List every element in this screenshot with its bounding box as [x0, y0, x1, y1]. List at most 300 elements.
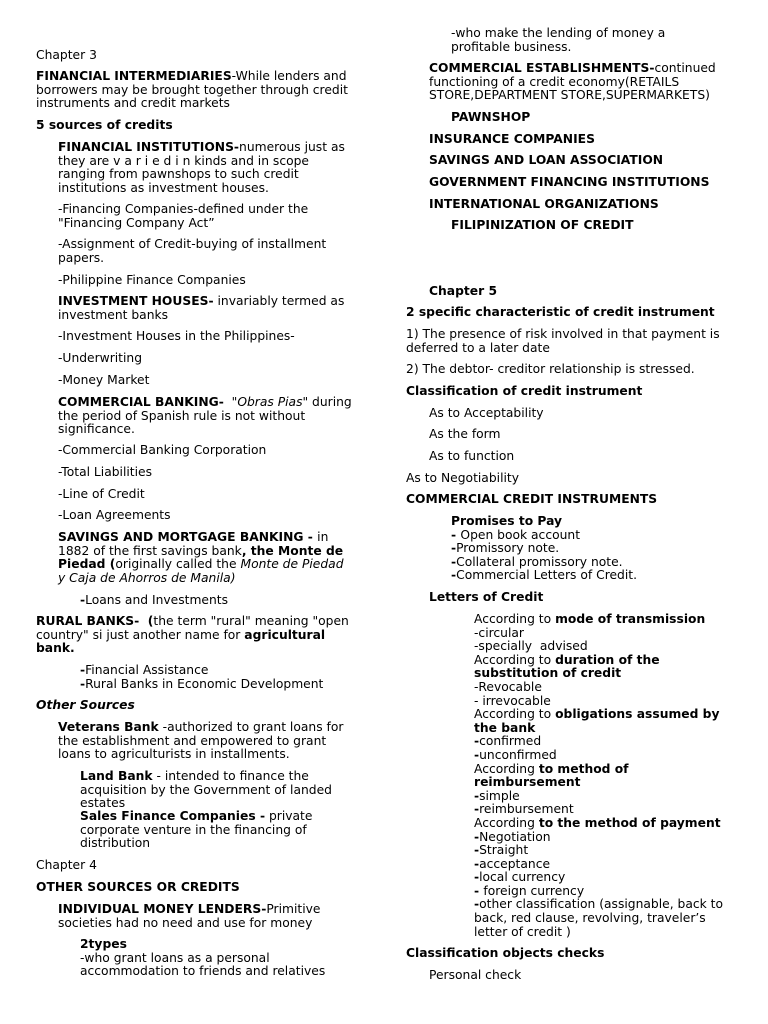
text-segment: 2 specific characteristic of credit instrument	[406, 305, 715, 319]
text-segment: reimbursement	[479, 802, 574, 817]
text-segment: Commercial Letters of Credit.	[456, 568, 637, 583]
text-line	[429, 62, 716, 76]
text-segment: Primitive	[266, 902, 321, 916]
text-segment: Piedad (	[58, 557, 116, 572]
text-line	[429, 591, 543, 605]
investment-houses-philippines-item	[58, 330, 295, 344]
text-segment: "Financing Company Act”	[58, 215, 215, 230]
text-line	[58, 396, 352, 410]
text-segment: the period of Spanish rule is not without	[58, 408, 306, 423]
filipinization-heading	[451, 219, 634, 233]
financial-institutions-paragraph	[58, 141, 345, 195]
pawnshop-heading	[451, 111, 530, 125]
text-segment: the term "rural" meaning "open	[153, 614, 349, 628]
text-segment: -	[474, 802, 480, 817]
text-segment: originally called the	[115, 557, 241, 572]
text-segment: -	[474, 883, 484, 898]
text-segment: Classification objects checks	[406, 946, 605, 960]
lending-business-continuation	[451, 27, 665, 54]
philippine-finance-companies-item	[58, 274, 246, 288]
text-segment: substitution of credit	[474, 666, 622, 681]
text-line	[36, 49, 97, 63]
text-line	[58, 352, 142, 366]
function-item	[429, 450, 514, 464]
commercial-credit-instruments-heading	[406, 493, 657, 507]
text-segment: -	[474, 747, 480, 762]
text-segment: y Caja de Ahorros de Manila)	[58, 570, 236, 585]
text-segment: societies had no need and use for money	[58, 915, 313, 930]
text-line	[429, 198, 659, 212]
text-segment: PAWNSHOP	[451, 110, 531, 124]
text-line	[474, 735, 723, 749]
commercial-banking-corporation-item	[58, 444, 266, 458]
text-segment: distribution	[80, 836, 151, 851]
text-line	[474, 722, 723, 736]
text-segment: INSURANCE COMPANIES	[429, 132, 595, 146]
investment-houses-paragraph	[58, 295, 344, 322]
text-segment: local currency	[479, 870, 566, 885]
text-segment: - intended to finance the	[152, 769, 309, 783]
text-line	[58, 423, 352, 437]
text-line	[474, 926, 723, 940]
text-line	[58, 252, 326, 266]
text-segment: According to	[474, 612, 556, 626]
text-segment: simple	[479, 788, 520, 803]
negotiability-item	[406, 472, 519, 486]
promises-to-pay-list	[451, 515, 637, 583]
text-line	[58, 545, 344, 559]
text-segment: acceptance	[479, 856, 551, 871]
text-segment: As to Negotiability	[406, 471, 520, 485]
text-line	[474, 871, 723, 885]
text-segment: -	[451, 554, 457, 569]
text-segment: -who grant loans as a personal	[80, 950, 270, 965]
text-segment: -	[474, 734, 480, 749]
text-line	[58, 217, 308, 231]
classification-heading	[406, 385, 642, 399]
text-line	[474, 885, 723, 899]
text-segment: Personal check	[429, 968, 522, 982]
text-segment: -	[474, 897, 480, 912]
text-line	[474, 695, 723, 709]
text-line	[58, 410, 352, 424]
text-segment: corporate venture in the financing of	[80, 822, 307, 837]
text-segment: country" si just another name for	[36, 627, 245, 642]
text-segment: STORE,DEPARTMENT STORE,SUPERMARKETS)	[429, 88, 710, 103]
text-line	[474, 613, 723, 627]
text-segment: continued	[654, 61, 716, 75]
text-line	[474, 681, 723, 695]
text-segment: to the method of payment	[538, 815, 721, 830]
text-line	[474, 898, 723, 912]
text-line	[80, 938, 325, 952]
text-segment: SAVINGS AND MORTGAGE BANKING -	[58, 530, 318, 544]
text-line	[474, 627, 723, 641]
text-segment: Veterans Bank	[58, 720, 159, 734]
text-segment: significance.	[58, 422, 135, 437]
text-line	[474, 844, 723, 858]
text-segment: "	[223, 395, 238, 409]
specific-characteristic-heading	[406, 306, 715, 320]
text-line	[451, 515, 637, 529]
text-segment: numerous just as	[239, 140, 345, 154]
two-types-list	[80, 938, 325, 979]
text-line	[58, 155, 345, 169]
text-line	[58, 295, 344, 309]
text-segment: obligations assumed by	[555, 707, 720, 722]
text-line	[451, 219, 634, 233]
text-segment: FILIPINIZATION OF CREDIT	[451, 218, 634, 232]
text-line	[429, 89, 716, 103]
text-line	[58, 309, 344, 323]
text-segment: agricultural	[244, 627, 326, 642]
text-line	[474, 708, 723, 722]
form-item	[429, 428, 501, 442]
text-line	[80, 770, 332, 784]
other-sources-of-credits-heading	[36, 881, 240, 895]
text-line	[451, 569, 637, 583]
text-line	[58, 141, 345, 155]
rural-banks-paragraph	[36, 615, 349, 656]
loan-agreements-item	[58, 509, 171, 523]
text-segment: duration of the	[555, 652, 660, 667]
text-line	[429, 133, 595, 147]
text-line	[406, 328, 720, 342]
text-line	[58, 182, 345, 196]
text-line	[406, 472, 519, 486]
text-segment: Promises to Pay	[451, 514, 563, 528]
text-line	[80, 965, 325, 979]
sales-finance-companies-paragraph	[80, 810, 312, 851]
text-segment: unconfirmed	[479, 747, 557, 762]
text-line	[58, 374, 149, 388]
text-line	[406, 363, 695, 377]
commercial-banking-paragraph	[58, 396, 352, 437]
other-sources-heading	[36, 699, 135, 713]
text-segment: borrowers may be brought together through credit	[36, 82, 348, 97]
financial-intermediaries-paragraph	[36, 70, 348, 111]
text-segment: back, red clause, revolving, traveler’s	[474, 911, 706, 926]
text-line	[451, 556, 637, 570]
text-line	[406, 306, 715, 320]
text-line	[58, 735, 343, 749]
assignment-of-credit-item	[58, 238, 326, 265]
text-segment: -	[80, 593, 86, 607]
classification-checks-heading	[406, 947, 604, 961]
text-line	[474, 803, 723, 817]
text-segment: to method of	[538, 761, 629, 776]
text-line	[36, 97, 348, 111]
text-segment: 1) The presence of risk involved in that payment is	[406, 327, 720, 341]
text-line	[429, 176, 709, 190]
text-segment: 5 sources of credits	[36, 118, 173, 132]
text-line	[58, 509, 171, 523]
text-segment: Chapter 4	[36, 858, 97, 872]
text-segment: GOVERNMENT FINANCING INSTITUTIONS	[429, 175, 710, 189]
text-segment: According to	[474, 652, 556, 667]
text-segment: 2types	[80, 937, 127, 951]
text-segment: mode of transmission	[555, 612, 706, 626]
text-segment: -Assignment of Credit-buying of installment	[58, 237, 327, 251]
savings-loan-association-heading	[429, 154, 663, 168]
text-segment: -who make the lending of money a	[451, 26, 666, 40]
text-line	[451, 542, 637, 556]
text-segment: ranging from pawnshops to such credit	[58, 167, 299, 182]
savings-mortgage-banking-paragraph	[58, 531, 344, 585]
text-segment: Negotiation	[479, 829, 551, 844]
text-segment: COMMERCIAL BANKING-	[58, 395, 224, 409]
text-segment: Obras Pias	[237, 395, 303, 409]
text-line	[474, 858, 723, 872]
text-segment: -Revocable	[474, 679, 542, 694]
text-segment: OTHER SOURCES OR CREDITS	[36, 880, 240, 894]
text-line	[58, 274, 246, 288]
text-segment: investment banks	[58, 307, 169, 322]
text-segment: 2) The debtor- creditor relationship is stressed.	[406, 362, 695, 376]
text-segment: bank.	[36, 641, 75, 656]
text-line	[474, 640, 723, 654]
text-segment: profitable business.	[451, 39, 572, 54]
text-segment: According	[474, 815, 539, 830]
text-line	[36, 859, 97, 873]
text-segment: -Philippine Finance Companies	[58, 273, 246, 287]
text-segment: -authorized to grant loans for	[158, 720, 344, 734]
text-segment: According	[474, 761, 539, 776]
debtor-creditor-item	[406, 363, 695, 377]
text-segment: -	[80, 676, 86, 691]
text-line	[474, 763, 723, 777]
text-line	[36, 699, 135, 713]
text-segment: -Underwriting	[58, 351, 143, 365]
text-segment: Sales Finance Companies -	[80, 809, 266, 823]
text-segment: acquisition by the Government of landed	[80, 782, 332, 797]
text-line	[80, 824, 312, 838]
letters-of-credit-heading	[429, 591, 543, 605]
text-segment: INVESTMENT HOUSES-	[58, 294, 214, 308]
text-line	[474, 776, 723, 790]
text-segment: papers.	[58, 250, 105, 265]
text-segment: -	[451, 527, 461, 542]
text-segment: -Commercial Banking Corporation	[58, 443, 267, 457]
text-line	[58, 466, 152, 480]
total-liabilities-item	[58, 466, 152, 480]
text-line	[36, 642, 349, 656]
text-segment: -Total Liabilities	[58, 465, 153, 479]
text-line	[36, 119, 173, 133]
text-line	[429, 285, 497, 299]
underwriting-item	[58, 352, 142, 366]
text-line	[80, 784, 332, 798]
text-segment: Financial Assistance	[85, 663, 209, 677]
text-segment: Straight	[479, 843, 529, 858]
text-segment: Classification of credit instrument	[406, 384, 643, 398]
text-segment: , the Monte de	[241, 543, 344, 558]
text-line	[474, 817, 723, 831]
text-line	[474, 912, 723, 926]
text-line	[36, 84, 348, 98]
text-segment: functioning of a credit economy(RETAILS	[429, 74, 680, 89]
international-organizations-heading	[429, 198, 659, 212]
text-line	[474, 831, 723, 845]
text-segment: Collateral promissory note.	[456, 554, 623, 569]
text-line	[451, 529, 637, 543]
chapter-5-heading	[429, 285, 497, 299]
text-segment: -	[474, 870, 480, 885]
text-segment: RURAL BANKS- (	[36, 614, 154, 628]
text-line	[406, 385, 642, 399]
text-line	[80, 952, 325, 966]
text-segment: they are v a r i e d i n kinds and in scope	[58, 153, 309, 168]
text-line	[58, 488, 145, 502]
text-line	[429, 154, 663, 168]
text-segment: COMMERCIAL ESTABLISHMENTS-	[429, 61, 655, 75]
text-segment: FINANCIAL INTERMEDIARIES	[36, 69, 232, 83]
text-segment: letter of credit )	[474, 924, 571, 939]
text-segment: Land Bank	[80, 769, 153, 783]
text-line	[36, 615, 349, 629]
text-segment: -	[474, 843, 480, 858]
text-line	[58, 203, 308, 217]
text-line	[58, 531, 344, 545]
text-segment: foreign currency	[483, 883, 585, 898]
text-segment: institutions as investment houses.	[58, 180, 269, 195]
money-market-item	[58, 374, 149, 388]
text-segment: -Investment Houses in the Philippines-	[58, 329, 295, 343]
individual-money-lenders-paragraph	[58, 903, 320, 930]
text-line	[58, 903, 320, 917]
text-segment: " during	[302, 395, 352, 409]
text-segment: -circular	[474, 625, 524, 640]
text-line	[80, 594, 228, 608]
text-segment: INDIVIDUAL MONEY LENDERS-	[58, 902, 267, 916]
text-line	[451, 41, 665, 55]
text-segment: 1882 of the first savings bank	[58, 543, 242, 558]
text-segment: -While lenders and	[231, 69, 347, 83]
text-line	[406, 493, 657, 507]
rural-banks-subitems	[80, 664, 323, 691]
letters-of-credit-classification-list	[474, 613, 723, 939]
text-segment: As to Acceptability	[429, 406, 544, 420]
text-segment: accommodation to friends and relatives	[80, 964, 326, 979]
text-segment: Chapter 3	[36, 48, 97, 62]
text-segment: reimbursement	[474, 775, 581, 790]
text-line	[474, 654, 723, 668]
text-line	[474, 667, 723, 681]
text-segment: -	[474, 788, 480, 803]
text-line	[36, 70, 348, 84]
text-line	[80, 678, 323, 692]
text-segment: -specially advised	[474, 639, 588, 654]
text-segment: Rural Banks in Economic Development	[85, 676, 324, 691]
text-segment: -Money Market	[58, 373, 150, 387]
text-line	[429, 969, 521, 983]
text-segment: Monte de Piedad	[240, 557, 344, 572]
text-line	[80, 664, 323, 678]
land-bank-paragraph	[80, 770, 332, 811]
text-line	[58, 168, 345, 182]
text-segment: -	[451, 541, 457, 556]
text-segment: the establishment and empowered to grant	[58, 733, 327, 748]
text-line	[429, 428, 501, 442]
government-financing-heading	[429, 176, 709, 190]
text-line	[429, 76, 716, 90]
text-segment: COMMERCIAL CREDIT INSTRUMENTS	[406, 492, 658, 506]
text-segment: invariably termed as	[213, 294, 345, 308]
presence-of-risk-item	[406, 328, 720, 355]
text-line	[474, 790, 723, 804]
text-line	[451, 111, 530, 125]
text-segment: As the form	[429, 427, 501, 441]
text-segment: Loans and Investments	[85, 593, 229, 607]
loans-and-investments-item	[80, 594, 228, 608]
text-line	[58, 721, 343, 735]
sources-of-credits-heading	[36, 119, 173, 133]
text-line	[406, 947, 604, 961]
text-segment: Letters of Credit	[429, 590, 544, 604]
text-line	[429, 450, 514, 464]
text-line	[58, 330, 295, 344]
text-segment: FINANCIAL INSTITUTIONS-	[58, 140, 240, 154]
text-segment: Chapter 5	[429, 284, 497, 298]
text-line	[474, 749, 723, 763]
text-line	[80, 837, 312, 851]
text-segment: -	[474, 829, 480, 844]
text-segment: As to function	[429, 449, 515, 463]
text-line	[36, 881, 240, 895]
text-segment: -	[80, 663, 86, 677]
text-line	[58, 917, 320, 931]
veterans-bank-paragraph	[58, 721, 343, 762]
text-segment: the bank	[474, 720, 536, 735]
text-line	[58, 238, 326, 252]
text-segment: SAVINGS AND LOAN ASSOCIATION	[429, 153, 664, 167]
text-segment: loans to agriculturists in installments.	[58, 747, 290, 762]
chapter-3-heading	[36, 49, 97, 63]
text-line	[58, 748, 343, 762]
text-segment: -Line of Credit	[58, 487, 145, 501]
acceptability-item	[429, 407, 544, 421]
text-line	[58, 558, 344, 572]
text-segment: -Loan Agreements	[58, 508, 171, 522]
text-segment: Promissory note.	[456, 541, 560, 556]
commercial-establishments-paragraph	[429, 62, 716, 103]
text-segment: -Financing Companies-defined under the	[58, 202, 309, 216]
text-segment: instruments and credit markets	[36, 96, 230, 111]
text-line	[429, 407, 544, 421]
text-segment: According to	[474, 707, 556, 722]
financing-companies-item	[58, 203, 308, 230]
line-of-credit-item	[58, 488, 145, 502]
text-segment: other classification (assignable, back to	[479, 897, 724, 912]
text-line	[58, 444, 266, 458]
personal-check-item	[429, 969, 521, 983]
text-segment: confirmed	[479, 734, 542, 749]
text-line	[451, 27, 665, 41]
text-segment: estates	[80, 796, 126, 811]
text-line	[36, 629, 349, 643]
text-line	[80, 810, 312, 824]
text-segment: -	[474, 856, 480, 871]
text-segment: deferred to a later date	[406, 340, 550, 355]
chapter-4-heading	[36, 859, 97, 873]
text-segment: Other Sources	[36, 698, 135, 712]
text-segment: private	[265, 809, 313, 823]
text-segment: in	[317, 530, 329, 544]
text-segment: INTERNATIONAL ORGANIZATIONS	[429, 197, 659, 211]
text-line	[406, 342, 720, 356]
text-segment: Open book account	[460, 527, 581, 542]
insurance-companies-heading	[429, 133, 595, 147]
